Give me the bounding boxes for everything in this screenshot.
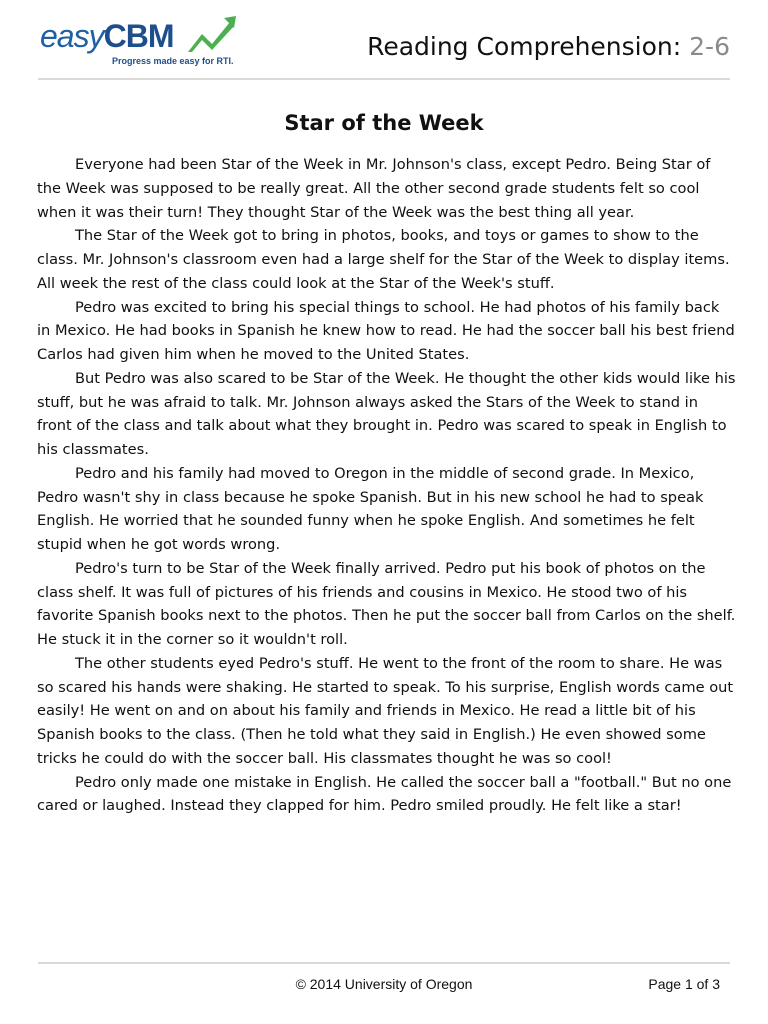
page-title-text: Reading Comprehension:: [367, 32, 682, 61]
logo-wordmark: [40, 18, 173, 54]
logo-word-cbm: CBM: [103, 18, 174, 54]
footer-divider: [38, 962, 730, 964]
page-number: Page 1 of 3: [648, 976, 720, 992]
page-header: [38, 10, 730, 74]
logo-word-easy: easy: [40, 18, 104, 54]
story-paragraph: But Pedro was also scared to be Star of the Week. He thought the other kids would like his stuff, but he was afraid to talk. Mr. Johnson always asked the Stars of the Week to stand in front of the class and talk about what they brought in. Pedro was scared to speak in English to his classmates.: [37, 369, 736, 458]
story-body: [37, 153, 737, 818]
grade-range: 2-6: [689, 32, 730, 61]
easycbm-logo: [40, 14, 250, 72]
story-title: Star of the Week: [284, 111, 484, 135]
story-paragraph: Pedro was excited to bring his special things to school. He had photos of his family back in Mexico. He had books in Spanish he knew how to read. He had the soccer ball his best friend Carlos had given him when he moved to the United States.: [37, 298, 735, 363]
story-paragraph: The other students eyed Pedro's stuff. He went to the front of the room to share. He was so scared his hands were shaking. He started to speak. To his surprise, English words came out easily! He went on and on about his family and friends in Mexico. He read a little bit of his Spanish books to the class. (Then he told what they said in English.) He even showed some tricks he could do with the soccer ball. His classmates thought he was so cool!: [37, 654, 734, 767]
story-paragraph: Pedro only made one mistake in English. He called the soccer ball a "football." But no one cared or laughed. Instead they clapped for him. Pedro smiled proudly. He felt like a star!: [37, 773, 732, 815]
story-paragraph: Pedro's turn to be Star of the Week finally arrived. Pedro put his book of photos on the class shelf. It was full of pictures of his friends and cousins in Mexico. He stood two of his favorite Spanish books next to the photos. Then he put the soccer ball from Carlos on the shelf. He stuck it in the corner so it wouldn't roll.: [37, 559, 736, 648]
header-divider: [38, 78, 730, 80]
story-paragraph: The Star of the Week got to bring in photos, books, and toys or games to show to the class. Mr. Johnson's classroom even had a large shelf for the Star of the Week to display items. All week the rest of the class could look at the Star of the Week's stuff.: [37, 227, 730, 292]
page-title: [367, 32, 730, 61]
trend-arrow-icon: [186, 14, 238, 54]
story-paragraph: Everyone had been Star of the Week in Mr. Johnson's class, except Pedro. Being Star of the Week was supposed to be really great. All the other second grade students felt so cool when it was their turn! They thought Star of the Week was the best thing all year.: [37, 156, 711, 221]
story-paragraph: Pedro and his family had moved to Oregon in the middle of second grade. In Mexico, Pedro wasn't shy in class because he spoke Spanish. But in his new school he had to speak English. He worried that he sounded funny when he spoke English. And sometimes he felt stupid when he got words wrong.: [37, 464, 704, 553]
logo-tagline: Progress made easy for RTI.: [112, 56, 234, 66]
footer-copyright: © 2014 University of Oregon: [295, 976, 473, 992]
